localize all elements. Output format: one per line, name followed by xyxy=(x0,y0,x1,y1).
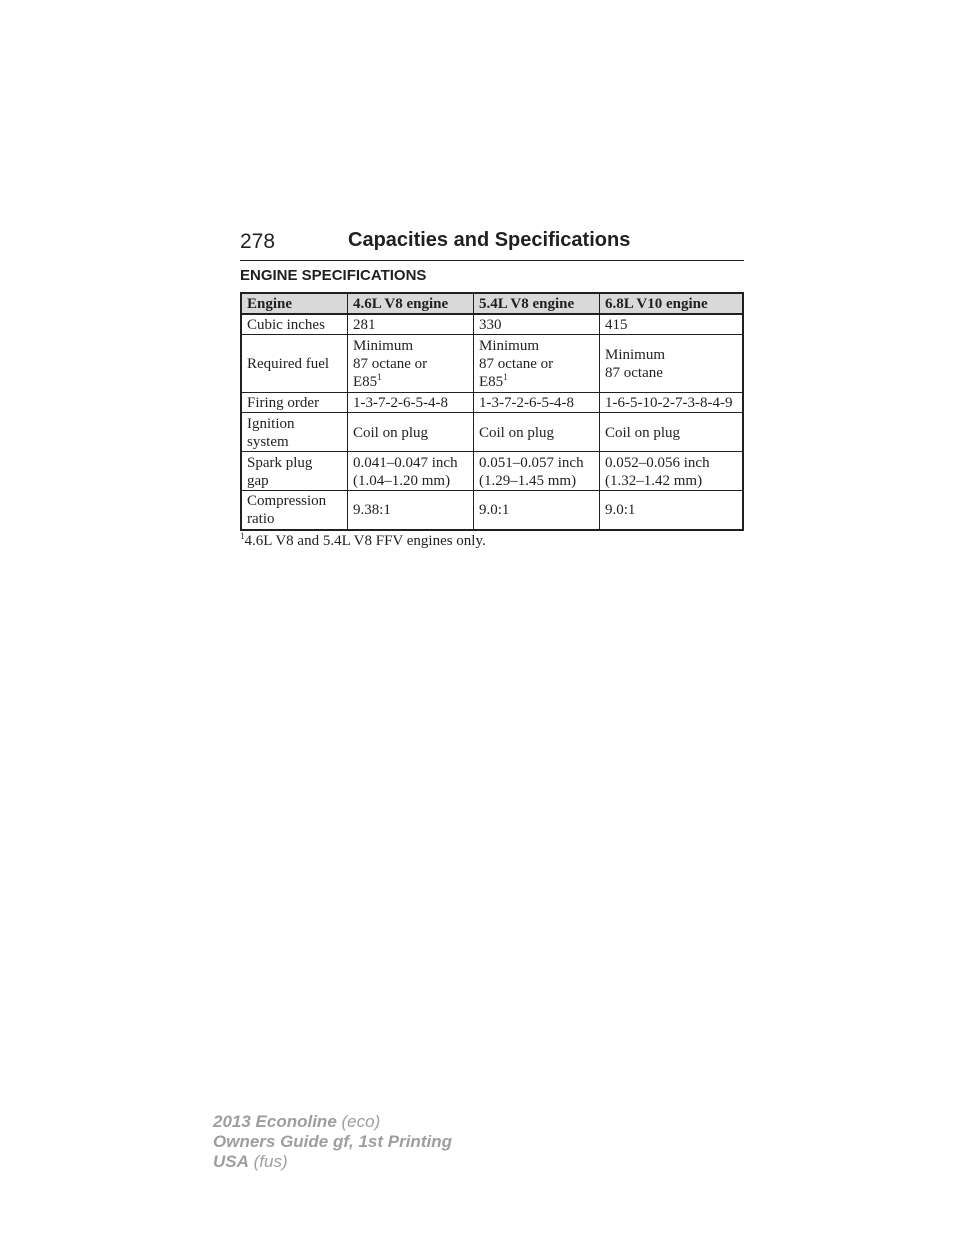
cell-line: 0.051–0.057 inch xyxy=(479,454,584,471)
engine-spec-table xyxy=(240,292,744,531)
table-cell xyxy=(474,335,600,393)
row-label xyxy=(241,413,348,452)
table-cell: 281 xyxy=(348,314,474,335)
chapter-title: Capacities and Specifications xyxy=(348,229,631,251)
cell-line: (1.04–1.20 mm) xyxy=(353,472,451,489)
table-cell: Coil on plug xyxy=(348,413,474,452)
table-row xyxy=(241,314,743,335)
cell-line: Minimum xyxy=(353,338,414,354)
footer-market: USA xyxy=(213,1152,249,1171)
footnote-mark: 1 xyxy=(377,372,382,382)
section-title: ENGINE SPECIFICATIONS xyxy=(240,267,427,284)
footer-model: 2013 Econoline xyxy=(213,1112,337,1131)
footer-market-code: (fus) xyxy=(253,1152,288,1171)
column-header: 4.6L V8 engine xyxy=(348,293,474,314)
cell-line: 0.041–0.047 inch xyxy=(353,454,458,471)
footnote-mark: 1 xyxy=(240,531,245,541)
footnote-text: 4.6L V8 and 5.4L V8 FFV engines only. xyxy=(244,533,486,549)
row-label xyxy=(241,491,348,530)
table-header-row xyxy=(241,293,743,314)
footnote-mark: 1 xyxy=(503,372,508,382)
table-cell: 9.0:1 xyxy=(600,491,744,530)
cell-line xyxy=(353,373,469,391)
cell-line: 87 octane or xyxy=(479,356,554,372)
cell-line: system xyxy=(247,433,289,450)
cell-line: Minimum xyxy=(479,338,540,354)
row-label: Firing order xyxy=(241,393,348,413)
table-cell xyxy=(348,452,474,491)
cell-line: ratio xyxy=(247,511,275,528)
cell-line xyxy=(479,373,595,391)
column-header: 6.8L V10 engine xyxy=(600,293,744,314)
table-cell xyxy=(600,452,744,491)
table-cell: Coil on plug xyxy=(474,413,600,452)
table-row xyxy=(241,452,743,491)
table-cell xyxy=(348,335,474,393)
cell-line: (1.29–1.45 mm) xyxy=(479,472,577,489)
cell-line: gap xyxy=(247,472,269,489)
table-row xyxy=(241,393,743,413)
footer-line xyxy=(213,1152,452,1172)
footnote xyxy=(240,533,486,550)
footer-guide: Owners Guide gf, 1st Printing xyxy=(213,1132,452,1151)
column-header: 5.4L V8 engine xyxy=(474,293,600,314)
footer-line xyxy=(213,1132,452,1152)
cell-line: (1.32–1.42 mm) xyxy=(605,472,703,489)
cell-line: Spark plug xyxy=(247,454,313,471)
cell-line: Ignition xyxy=(247,415,295,432)
table-cell: 1-3-7-2-6-5-4-8 xyxy=(474,393,600,413)
cell-line: 0.052–0.056 inch xyxy=(605,454,710,471)
cell-line: 87 octane or xyxy=(353,356,428,372)
cell-line: Minimum xyxy=(605,347,666,363)
table-cell: Coil on plug xyxy=(600,413,744,452)
table-cell xyxy=(600,335,744,393)
page-header xyxy=(240,228,744,261)
column-header: Engine xyxy=(241,293,348,314)
table-cell: 1-6-5-10-2-7-3-8-4-9 xyxy=(600,393,744,413)
table-row xyxy=(241,413,743,452)
document-footer xyxy=(213,1112,452,1172)
table-cell xyxy=(474,452,600,491)
table-row xyxy=(241,491,743,530)
cell-text: E85 xyxy=(479,374,504,390)
table-cell: 415 xyxy=(600,314,744,335)
cell-line: Compression xyxy=(247,493,327,510)
cell-line: 87 octane xyxy=(605,365,663,381)
table-cell: 9.0:1 xyxy=(474,491,600,530)
table-cell: 1-3-7-2-6-5-4-8 xyxy=(348,393,474,413)
row-label: Required fuel xyxy=(241,335,348,393)
row-label: Cubic inches xyxy=(241,314,348,335)
cell-text: E85 xyxy=(353,374,378,390)
footer-line xyxy=(213,1112,452,1132)
table-row xyxy=(241,335,743,393)
table-cell: 9.38:1 xyxy=(348,491,474,530)
row-label xyxy=(241,452,348,491)
footer-model-code: (eco) xyxy=(341,1112,381,1131)
page-number: 278 xyxy=(240,230,276,253)
table-cell: 330 xyxy=(474,314,600,335)
